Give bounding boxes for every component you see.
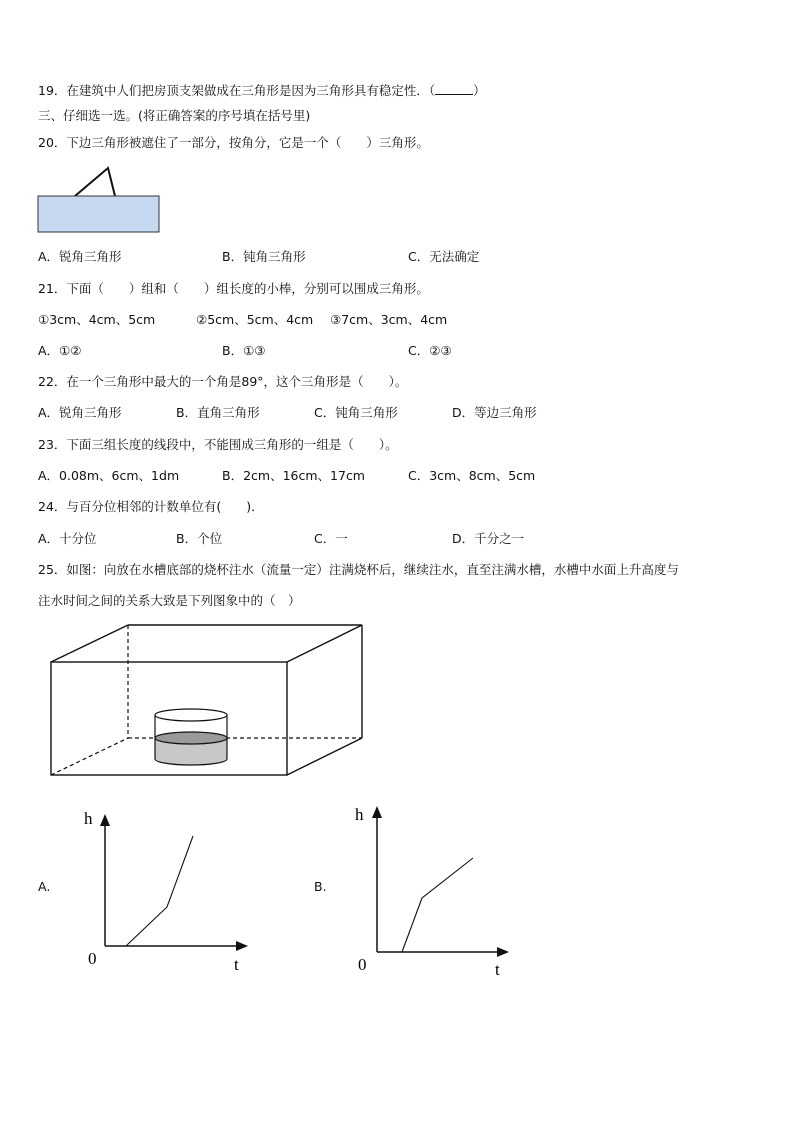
q24-option-b[interactable]: B．个位 xyxy=(176,531,223,546)
q25-text-line-2: 注水时间之间的关系大致是下列图象中的（ ） xyxy=(38,593,301,608)
q20-option-c[interactable]: C．无法确定 xyxy=(408,249,480,264)
q20-cover-rectangle xyxy=(38,196,159,232)
q21-option-b[interactable]: B．①③ xyxy=(222,343,266,358)
tank-bottom-right-edge xyxy=(287,738,362,775)
q22-option-c[interactable]: C．钝角三角形 xyxy=(314,405,398,420)
graph-b-y-arrow xyxy=(372,806,382,818)
q25-graph-a[interactable] xyxy=(80,806,260,986)
q25-option-b-label[interactable]: B. xyxy=(314,879,327,894)
q25-option-a-label[interactable]: A. xyxy=(38,879,51,894)
graph-b-x-arrow xyxy=(497,947,509,957)
q19-text xyxy=(38,83,486,99)
graph-b-curve xyxy=(402,858,473,952)
q21-option-a[interactable]: A．①② xyxy=(38,343,82,358)
beaker xyxy=(155,709,227,765)
tank-top-left-edge xyxy=(51,625,128,662)
q23-option-b[interactable]: B．2cm、16cm、17cm xyxy=(222,468,365,483)
q22-text: 22．在一个三角形中最大的一个角是89°，这个三角形是（ ）。 xyxy=(38,374,408,389)
q24-option-a[interactable]: A．十分位 xyxy=(38,531,97,546)
graph-b-x-label: t xyxy=(495,960,500,979)
q22-option-a[interactable]: A．锐角三角形 xyxy=(38,405,122,420)
q24-text: 24．与百分位相邻的计数单位有( )． xyxy=(38,499,264,514)
q19-answer-blank[interactable] xyxy=(435,83,473,95)
q19-text-after: ） xyxy=(473,83,486,98)
graph-a-curve xyxy=(126,836,193,946)
graph-b-y-label: h xyxy=(355,805,364,824)
beaker-water-surface xyxy=(155,732,227,744)
q23-option-a[interactable]: A．0.08m、6cm、1dm xyxy=(38,468,180,483)
graph-b-origin-label: 0 xyxy=(358,955,367,974)
q23-option-c[interactable]: C．3cm、8cm、5cm xyxy=(408,468,536,483)
graph-a-origin-label: 0 xyxy=(88,949,97,968)
q21-option-c[interactable]: C．②③ xyxy=(408,343,452,358)
q21-text: 21．下面（ ）组和（ ）组长度的小棒，分别可以围成三角形。 xyxy=(38,281,429,296)
q22-option-d[interactable]: D．等边三角形 xyxy=(452,405,537,420)
graph-a-x-label: t xyxy=(234,955,239,974)
q20-text: 20．下边三角形被遮住了一部分，按角分，它是一个（ ）三角形。 xyxy=(38,135,429,150)
tank-top-right-edge xyxy=(287,625,362,662)
q19-text-before: 19．在建筑中人们把房顶支架做成在三角形是因为三角形具有稳定性．（ xyxy=(38,83,436,98)
q22-option-b[interactable]: B．直角三角形 xyxy=(176,405,260,420)
tank-hidden-left-bottom-edge xyxy=(51,738,128,775)
q25-graph-b[interactable] xyxy=(352,800,532,980)
q21-group-1: ①3cm、4cm、5cm xyxy=(38,312,156,327)
q21-group-2: ②5cm、5cm、4cm xyxy=(196,312,314,327)
section-3-heading: 三、仔细选一选。(将正确答案的序号填在括号里) xyxy=(38,108,311,123)
q20-covered-triangle-figure xyxy=(35,162,165,237)
beaker-top-rim xyxy=(155,709,227,721)
graph-a-x-arrow xyxy=(236,941,248,951)
q20-option-a[interactable]: A．锐角三角形 xyxy=(38,249,122,264)
q23-text: 23．下面三组长度的线段中，不能围成三角形的一组是（ ）。 xyxy=(38,437,398,452)
q25-text-line-1: 25．如图：向放在水槽底部的烧杯注水（流量一定）注满烧杯后，继续注水，直至注满水槽，水槽中水面上升高度与 xyxy=(38,562,679,577)
q24-option-c[interactable]: C．一 xyxy=(314,531,348,546)
q20-triangle-visible-edges xyxy=(75,168,115,196)
q21-group-3: ③7cm、3cm、4cm xyxy=(330,312,448,327)
q20-option-b[interactable]: B．钝角三角形 xyxy=(222,249,306,264)
graph-a-y-label: h xyxy=(84,809,93,828)
q25-tank-beaker-figure xyxy=(48,622,378,782)
q24-option-d[interactable]: D．千分之一 xyxy=(452,531,525,546)
graph-a-y-arrow xyxy=(100,814,110,826)
